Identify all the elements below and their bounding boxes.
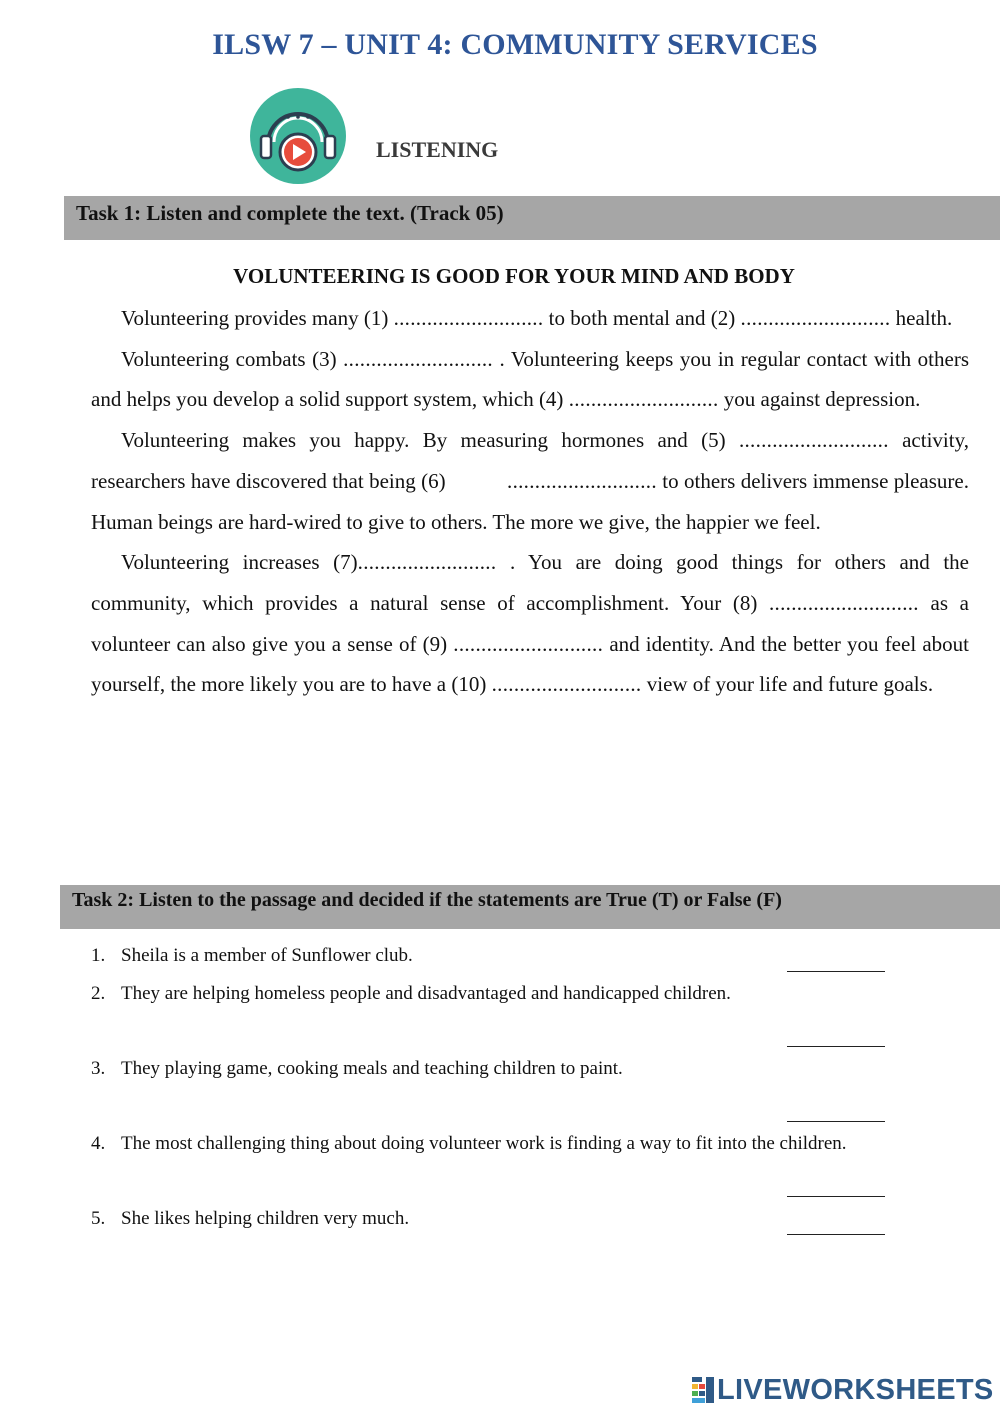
- statement-item: [91, 1208, 991, 1246]
- liveworksheets-logo-text: LIVEWORKSHEETS: [717, 1373, 994, 1406]
- page-title: ILSW 7 – UNIT 4: COMMUNITY SERVICES: [212, 28, 818, 61]
- statement-item: [91, 945, 991, 983]
- statement-number: 3.: [91, 1058, 106, 1079]
- answer-field[interactable]: [787, 1196, 885, 1197]
- statement-item: [91, 1133, 991, 1208]
- passage: [91, 298, 969, 705]
- blank-2[interactable]: ...........................: [740, 306, 891, 330]
- paragraph-3: Volunteering makes you happy. By measuring hormones and (5) ........................... activity, researchers have discovered that being (6) ........................... to others delivers immense pleasure. Human beings are hard-wired to give to others. The more we give, the happier we feel.: [91, 428, 969, 534]
- statement-text: Sheila is a member of Sunflower club.: [121, 945, 413, 966]
- task1-instruction: Task 1: Listen and complete the text. (Track 05): [64, 196, 1000, 240]
- blank-4[interactable]: ...........................: [568, 387, 719, 412]
- task2-instruction: Task 2: Listen to the passage and decided if the statements are True (T) or False (F): [60, 885, 1000, 929]
- statement-list: [91, 945, 991, 1246]
- answer-field[interactable]: [787, 1046, 885, 1047]
- statement-number: 2.: [91, 983, 106, 1004]
- blank-9[interactable]: ...........................: [453, 631, 604, 656]
- blank-1[interactable]: ...........................: [393, 306, 544, 330]
- statement-text: She likes helping children very much.: [121, 1208, 410, 1229]
- statement-item: [91, 1058, 991, 1133]
- blank-6[interactable]: ...........................: [507, 468, 657, 493]
- paragraph-1: Volunteering provides many (1) ........................... to both mental and (2) ........................... health.: [121, 306, 953, 330]
- paragraph-2: Volunteering combats (3) ........................... . Volunteering keeps you in regular contact with others and helps you develop a solid support system, which (4) ........................... you against depression.: [91, 346, 969, 412]
- blank-7[interactable]: .........................: [357, 550, 497, 575]
- blank-8[interactable]: ...........................: [769, 590, 919, 615]
- blank-5[interactable]: ...........................: [738, 428, 889, 453]
- passage-title: VOLUNTEERING IS GOOD FOR YOUR MIND AND BODY: [233, 264, 795, 288]
- blank-3[interactable]: ...........................: [343, 346, 493, 371]
- statement-text: The most challenging thing about doing volunteer work is finding a way to fit into the children.: [121, 1133, 847, 1154]
- section-label: LISTENING: [376, 137, 499, 162]
- liveworksheets-logo-icon: [692, 1377, 714, 1403]
- answer-field[interactable]: [787, 1234, 885, 1235]
- statement-number: 1.: [91, 945, 106, 966]
- statement-text: They are helping homeless people and disadvantaged and handicapped children.: [121, 983, 731, 1004]
- liveworksheets-logo: [692, 1374, 994, 1406]
- statement-text: They playing game, cooking meals and teaching children to paint.: [121, 1058, 623, 1079]
- statement-item: [91, 983, 991, 1058]
- statement-number: 5.: [91, 1208, 106, 1229]
- paragraph-4: Volunteering increases (7)......................... . You are doing good things for others and the community, which provides a natural sense of accomplishment. Your (8) ........................... as a volunteer can also give you a sense of (9) ........................... and identity. And the better you feel about yourself, the more likely you are to have a (10) ........................... view of your life and future goals.: [91, 550, 969, 697]
- blank-10[interactable]: ...........................: [491, 672, 642, 697]
- answer-field[interactable]: [787, 971, 885, 972]
- headphones-play-icon: [246, 86, 350, 186]
- answer-field[interactable]: [787, 1121, 885, 1122]
- statement-number: 4.: [91, 1133, 106, 1154]
